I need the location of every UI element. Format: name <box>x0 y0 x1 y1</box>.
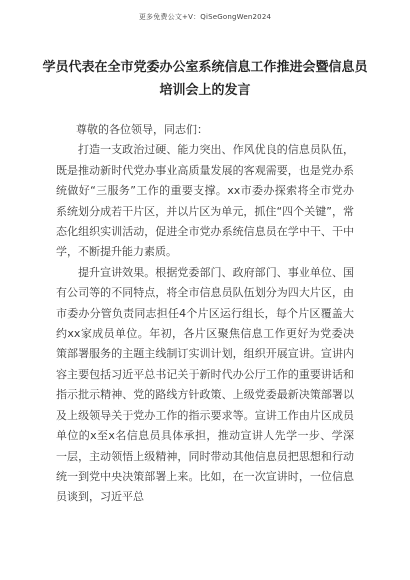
greeting: 尊敬的各位领导，同志们： <box>76 123 208 136</box>
paragraph-1: 打造一支政治过硬、能力突出、作风优良的信息员队伍，既是推动新时代党办事业高质量发展的客观需要，也是党办系统做好“三服务”工作的重要支撑。xx市委办探索将全市党办系统划分成若干片区，并以片区为单元，抓住“四个关键”，常态化组织实训活动，促进全市党办系统信息员在学中干、干中学，不断提升能力素质。 <box>56 143 354 259</box>
header-note: 更多免费公文+V：QiSeGongWen2024 <box>138 13 272 21</box>
document-title-line1: 学员代表在全市党委办公室系统信息工作推进会暨信息员 <box>42 60 368 75</box>
document-title-line2: 培训会上的发言 <box>159 83 251 98</box>
paragraph-2: 提升宣讲效果。根据党委部门、政府部门、事业单位、国有公司等的不同特点，将全市信息员队伍划分为四大片区，由市委办分管负责同志担任4个片区运行组长，每个片区覆盖大约xx家成员单位。年初，各片区聚焦信息工作更好为党委决策部署服务的主题主线制订实训计划，组织开展宣讲。宣讲内容主要包括习近平总书记关于新时代办公厅工作的重要讲话和指示批示精神、党的路线方针政策、上级党委最新决策部署以及上级领导关于党办工作的指示要求等。宣讲工作由片区成员单位的x至x名信息员具体承担，推动宣讲人先学一步、学深一层，主动领悟上级精神，同时带动其他信息员把思想和行动统一到党中央决策部署上来。比如，在一次宣讲时，一位信息员谈到，习近平总 <box>56 265 354 504</box>
document-body <box>56 120 354 508</box>
